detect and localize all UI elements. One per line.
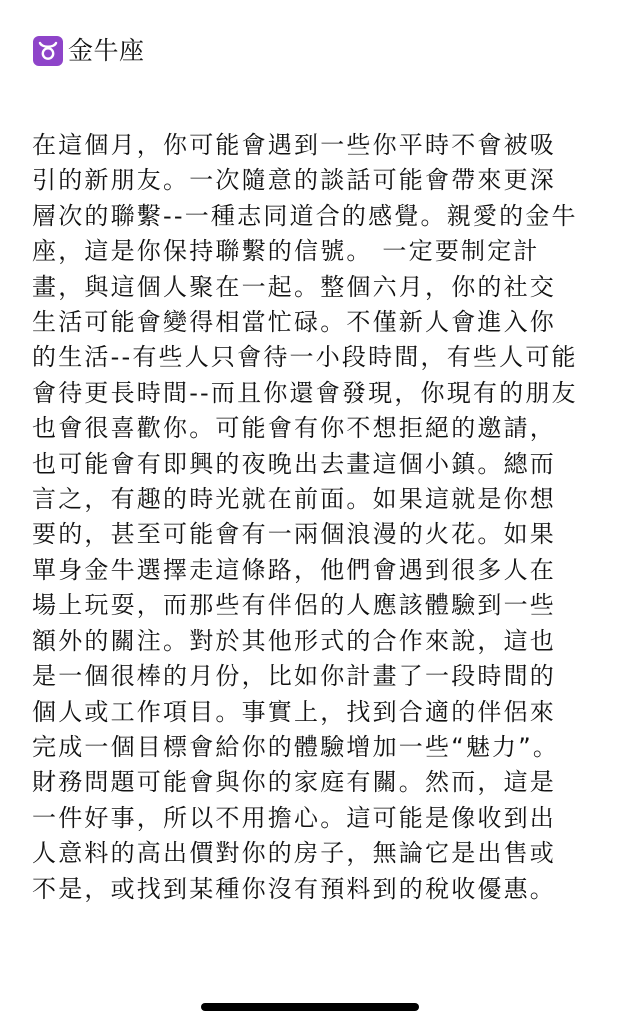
text-line: 層次的聯繫--一種志同道合的感覺。親愛的金牛: [32, 201, 578, 230]
text-line: 不是，或找到某種你沒有預料到的稅收優惠。: [32, 874, 556, 903]
taurus-icon: [33, 36, 63, 66]
horoscope-text: [32, 128, 592, 907]
page-title: 金牛座: [68, 36, 145, 65]
text-line: 是一個很棒的月份，比如你計畫了一段時間的: [32, 662, 556, 691]
text-line: 也會很喜歡你。可能會有你不想拒絕的邀請，: [32, 414, 556, 443]
text-line: 的生活--有些人只會待一小段時間，有些人可能: [32, 343, 578, 372]
text-line: 引的新朋友。一次隨意的談話可能會帶來更深: [32, 166, 556, 195]
home-indicator[interactable]: [201, 1003, 419, 1011]
text-line: 額外的關注。對於其他形式的合作來說，這也: [32, 626, 556, 655]
text-line: 畫，與這個人聚在一起。整個六月，你的社交: [32, 272, 556, 301]
text-line: 一件好事，所以不用擔心。這可能是像收到出: [32, 803, 556, 832]
text-line: 場上玩耍，而那些有伴侶的人應該體驗到一些: [32, 591, 556, 620]
text-line: 完成一個目標會給你的體驗增加一些“魅力”。: [32, 732, 560, 761]
text-line: 座，這是你保持聯繫的信號。 一定要制定計: [32, 237, 540, 266]
text-line: 要的，甚至可能會有一兩個浪漫的火花。如果: [32, 520, 556, 549]
text-line: 人意料的高出價對你的房子，無論它是出售或: [32, 839, 556, 868]
text-line: 言之，有趣的時光就在前面。如果這就是你想: [32, 485, 556, 514]
text-line: 會待更長時間--而且你還會發現，你現有的朋友: [32, 378, 578, 407]
text-line: 生活可能會變得相當忙碌。不僅新人會進入你: [32, 308, 556, 337]
text-line: 在這個月，你可能會遇到一些你平時不會被吸: [32, 131, 556, 159]
text-line: 也可能會有即興的夜晚出去畫這個小鎮。總而: [32, 449, 556, 478]
text-line: 單身金牛選擇走這條路，他們會遇到很多人在: [32, 555, 556, 584]
text-line: 個人或工作項目。事實上，找到合適的伴侶來: [32, 697, 556, 726]
header: [33, 34, 145, 68]
text-line: 財務問題可能會與你的家庭有關。然而，這是: [32, 768, 556, 797]
